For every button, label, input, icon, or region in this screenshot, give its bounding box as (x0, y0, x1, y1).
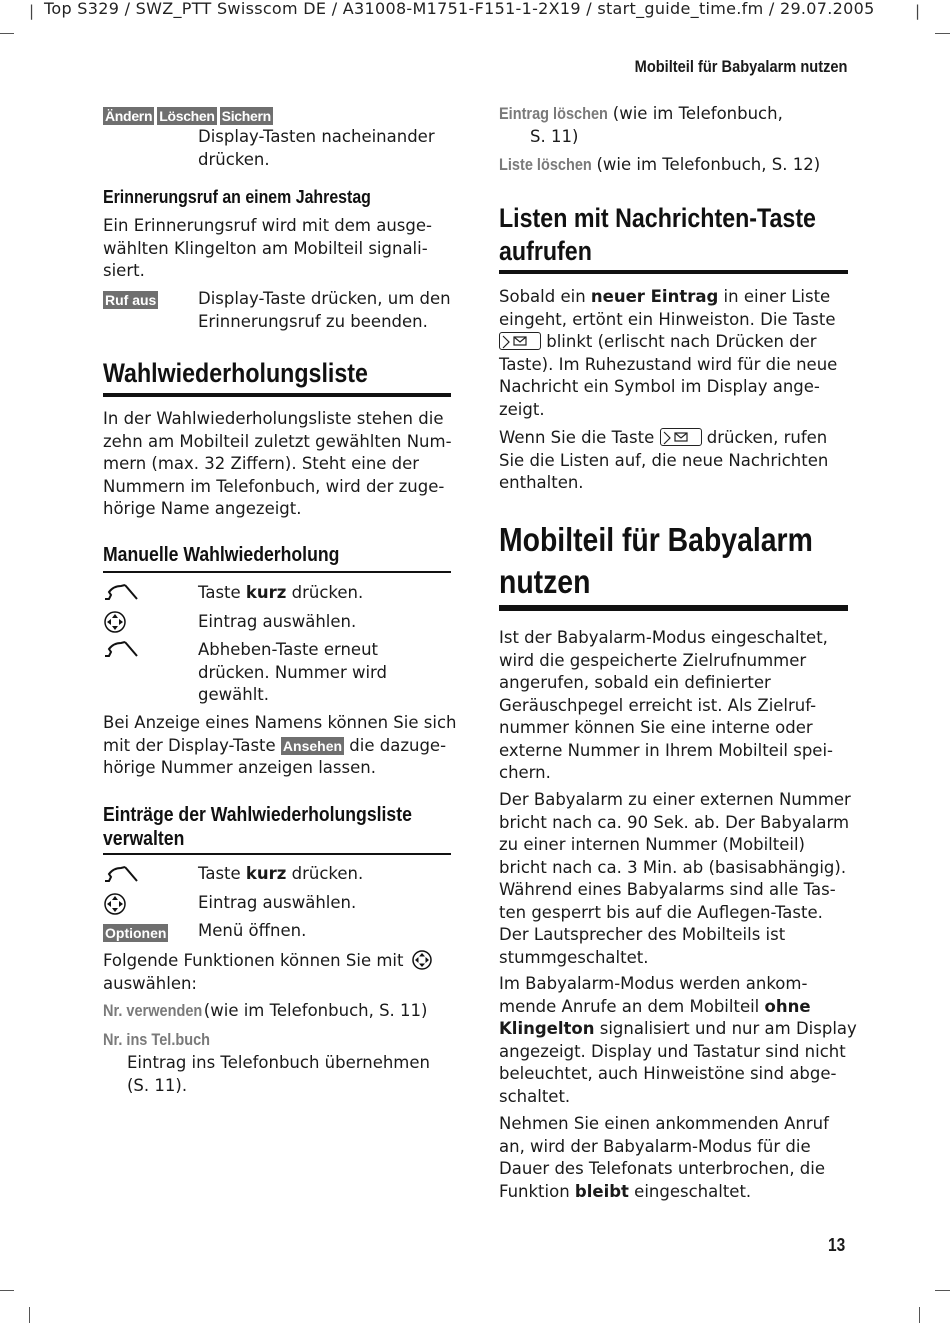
heading-line: Mobilteil für Babyalarm (499, 521, 813, 558)
text-span: Taste (198, 864, 246, 883)
text-line: zehn am Mobilteil zuletzt gewählten Num- (103, 431, 452, 451)
text-bold: kurz (245, 864, 287, 883)
header-divider: | (29, 2, 35, 20)
text-line: Display-Taste drücken, um den (198, 289, 451, 308)
heading-line: Listen mit Nachrichten-Taste (499, 203, 816, 233)
text-line (103, 735, 456, 758)
text-line: eingeht, ertönt ein Hinweiston. Die Taste (499, 309, 836, 329)
text-line: stummgeschaltet. (499, 947, 649, 967)
text-line (103, 949, 433, 973)
text-line: Ein Erinnerungsruf wird mit dem ausge- (103, 216, 432, 235)
running-head: Mobilteil für Babyalarm nutzen (634, 57, 847, 76)
file-path-text: Top S329 / SWZ_PTT Swisscom DE / A31008-M1751-F151-1-2X19 / start_guide_time.fm / 29.07.2005 (44, 0, 875, 18)
page-number: 13 (828, 1235, 846, 1255)
crop-mark (935, 1290, 950, 1291)
menu-label: Eintrag löschen (499, 105, 608, 123)
menu-label: Nr. ins Tel.buch (103, 1031, 211, 1049)
text-span: eingeschaltet. (628, 1181, 752, 1201)
navigation-key-icon (103, 892, 127, 916)
softkey-loeschen: Löschen (159, 108, 215, 124)
text-span: mende Anrufe an dem Mobilteil (499, 996, 765, 1016)
text-line (499, 1018, 857, 1041)
text-line: siert. (103, 261, 145, 280)
text-line: hörige Name angezeigt. (103, 499, 302, 518)
message-key-para-1 (499, 286, 837, 421)
text-line: wird die gespeicherte Zielrufnummer (499, 650, 807, 670)
softkey-sichern: Sichern (221, 108, 271, 124)
text-line: Display-Tasten nacheinander (198, 127, 435, 146)
menu-item-eintrag-loeschen (499, 103, 783, 126)
heading-rule (103, 393, 451, 397)
text-span: in einer Liste (718, 287, 831, 306)
text-line: S. 11) (530, 127, 579, 146)
text-line: Im Babyalarm-Modus werden ankom- (499, 974, 808, 993)
heading-line: Einträge der Wahlwiederholungsliste (103, 803, 412, 826)
text-bold: kurz (245, 583, 287, 602)
menu-item-liste-loeschen (499, 154, 820, 177)
crop-mark (919, 1307, 920, 1323)
heading-line: verwalten (103, 827, 185, 850)
text-line: Abheben-Taste erneut (198, 640, 378, 659)
text-line: Taste). Im Ruhezustand wird für die neue (499, 354, 838, 374)
text-line: Sie die Listen auf, die neue Nachrichten (499, 450, 829, 470)
text-span: signalisiert und nur am Display (594, 1019, 857, 1038)
talk-key-icon (103, 640, 139, 660)
text-line: In der Wahlwiederholungsliste stehen die (103, 409, 444, 428)
text-line: Nehmen Sie einen ankommenden Anruf (499, 1114, 829, 1133)
section-heading-message-key (499, 202, 816, 268)
text-span: drücken, rufen (706, 428, 828, 447)
text-span: (wie im Telefonbuch, S. 12) (596, 155, 821, 174)
babyalarm-para-1 (499, 627, 833, 785)
text-span: drücken. (286, 583, 364, 602)
menu-item-nr-verwenden (103, 1000, 427, 1023)
text-span: (wie im Telefonbuch, (612, 104, 783, 123)
text-line: externe Nummer in Ihrem Mobilteil spei- (499, 740, 833, 760)
text-span: Folgende Funktionen können Sie mit (103, 951, 404, 970)
talk-key-icon (103, 865, 139, 885)
optionen-softkey-wrap (103, 923, 168, 942)
text-line: hörige Nummer anzeigen lassen. (103, 758, 376, 777)
talk-key-icon (103, 583, 139, 603)
softkey-description (198, 126, 435, 171)
text-line: Dauer des Telefonats unterbrochen, die (499, 1159, 826, 1178)
softkey-aendern: Ändern (105, 108, 153, 124)
text-span: blinkt (erlischt nach Drücken der (546, 332, 817, 351)
rufaus-softkey-wrap (103, 290, 158, 309)
babyalarm-para-2 (499, 789, 851, 969)
manage-step-2: Eintrag auswählen. (198, 893, 357, 912)
softkey-ruf-aus: Ruf aus (105, 292, 157, 308)
manual-note (103, 712, 456, 780)
text-line: Eintrag ins Telefonbuch übernehmen (127, 1053, 430, 1072)
text-line: zu einer internen Nummer (Mobilteil) (499, 835, 805, 854)
crop-mark (935, 33, 950, 34)
text-line: enthalten. (499, 473, 584, 492)
text-line: Der Lautsprecher des Mobilteils ist (499, 925, 786, 944)
text-line: an, wird der Babyalarm-Modus für die (499, 1136, 811, 1156)
text-line: Während eines Babyalarms sind alle Tas- (499, 880, 836, 899)
text-bold: Klingelton (499, 1019, 595, 1038)
anniversary-text (103, 215, 432, 283)
crop-mark (0, 33, 14, 34)
text-line (499, 1181, 829, 1204)
text-span: Wenn Sie die Taste (499, 428, 655, 447)
text-line: nummer können Sie eine interne oder (499, 718, 813, 737)
text-span: (wie im Telefonbuch, S. 11) (203, 1001, 428, 1020)
heading-rule (103, 853, 451, 855)
text-line: Nachricht ein Symbol im Display ange- (499, 377, 820, 396)
optionen-description: Menü öffnen. (198, 921, 307, 940)
text-span: Funktion (499, 1181, 575, 1201)
text-line: Erinnerungsruf zu beenden. (198, 311, 428, 331)
text-line: ten gesperrt bis auf die Auflegen-Taste. (499, 902, 823, 922)
text-span: die dazuge- (349, 735, 447, 755)
manual-step-3 (198, 639, 387, 707)
message-key-icon (499, 332, 541, 350)
softkey-optionen: Optionen (105, 925, 167, 941)
functions-intro (103, 949, 433, 995)
text-line (499, 331, 837, 354)
menu-label: Liste löschen (499, 156, 592, 174)
text-line: (S. 11). (127, 1075, 188, 1095)
text-bold: ohne (764, 996, 811, 1016)
heading-line: aufrufen (499, 236, 592, 266)
text-line: drücken. (198, 149, 270, 169)
menu-label: Nr. verwenden (103, 1002, 203, 1020)
text-span: drücken. (286, 864, 364, 883)
manual-step-2: Eintrag auswählen. (198, 612, 357, 631)
manage-list-heading (103, 803, 412, 851)
text-line: drücken. Nummer wird (198, 662, 388, 682)
text-line: auswählen: (103, 973, 197, 993)
anniversary-heading: Erinnerungsruf an einem Jahrestag (103, 186, 371, 207)
text-line: zeigt. (499, 399, 545, 419)
text-line: beleuchtet, auch Hinweistöne sind abge- (499, 1064, 837, 1083)
section-heading-redial: Wahlwiederholungsliste (103, 358, 368, 388)
text-line: bricht nach ca. 3 Min. ab (basisabhängig). (499, 857, 847, 877)
text-line: mern (max. 32 Ziffern). Steht eine der (103, 454, 420, 473)
text-line: Ist der Babyalarm-Modus eingeschaltet, (499, 628, 828, 647)
message-key-icon (660, 428, 702, 446)
text-line (499, 286, 837, 309)
nr-ins-telbuch-desc (127, 1052, 430, 1097)
navigation-key-icon (103, 610, 127, 634)
crop-mark (29, 1307, 30, 1323)
section-heading-babyalarm (499, 519, 813, 603)
text-line: gewählt. (198, 685, 269, 704)
text-line: Der Babyalarm zu einer externen Nummer (499, 790, 851, 809)
text-line: bricht nach ca. 90 Sek. ab. Der Babyalarm (499, 812, 850, 832)
manual-redial-heading: Manuelle Wahlwiederholung (103, 543, 340, 566)
message-key-para-2 (499, 427, 828, 495)
text-line: wählten Klingelton am Mobilteil signali- (103, 238, 428, 258)
text-line: Geräuschpegel erreicht ist. Als Zielruf- (499, 695, 817, 715)
file-path-header (0, 0, 950, 20)
heading-rule (499, 270, 848, 274)
heading-line: nutzen (499, 563, 591, 600)
text-line: angerufen, sobald ein definierter (499, 673, 771, 692)
text-span: Sobald ein (499, 287, 591, 306)
text-span: mit der Display-Taste (103, 735, 276, 755)
text-bold: neuer Eintrag (590, 287, 719, 306)
rufaus-description (198, 288, 451, 333)
crop-mark (0, 1290, 14, 1291)
text-line: Nummern im Telefonbuch, wird der zuge- (103, 476, 445, 496)
text-line: schaltet. (499, 1086, 571, 1106)
text-line: Bei Anzeige eines Namens können Sie sich (103, 713, 457, 732)
text-line (499, 427, 828, 450)
header-divider: | (915, 2, 921, 20)
text-span: Taste (198, 583, 246, 602)
heading-rule (103, 571, 451, 573)
text-line (499, 996, 857, 1019)
text-bold: bleibt (574, 1181, 629, 1201)
redial-intro (103, 408, 452, 521)
softkey-ansehen: Ansehen (282, 737, 343, 754)
babyalarm-para-4 (499, 1113, 829, 1203)
babyalarm-para-3 (499, 973, 857, 1108)
text-line: angezeigt. Display und Tastatur sind nicht (499, 1041, 846, 1061)
navigation-key-icon (411, 949, 433, 971)
manual-step-1 (198, 582, 363, 605)
manage-step-1 (198, 863, 363, 886)
heading-rule (499, 605, 848, 611)
menu-item-nr-ins-telbuch (103, 1029, 225, 1052)
softkey-row (103, 106, 273, 125)
text-line: chern. (499, 763, 551, 782)
